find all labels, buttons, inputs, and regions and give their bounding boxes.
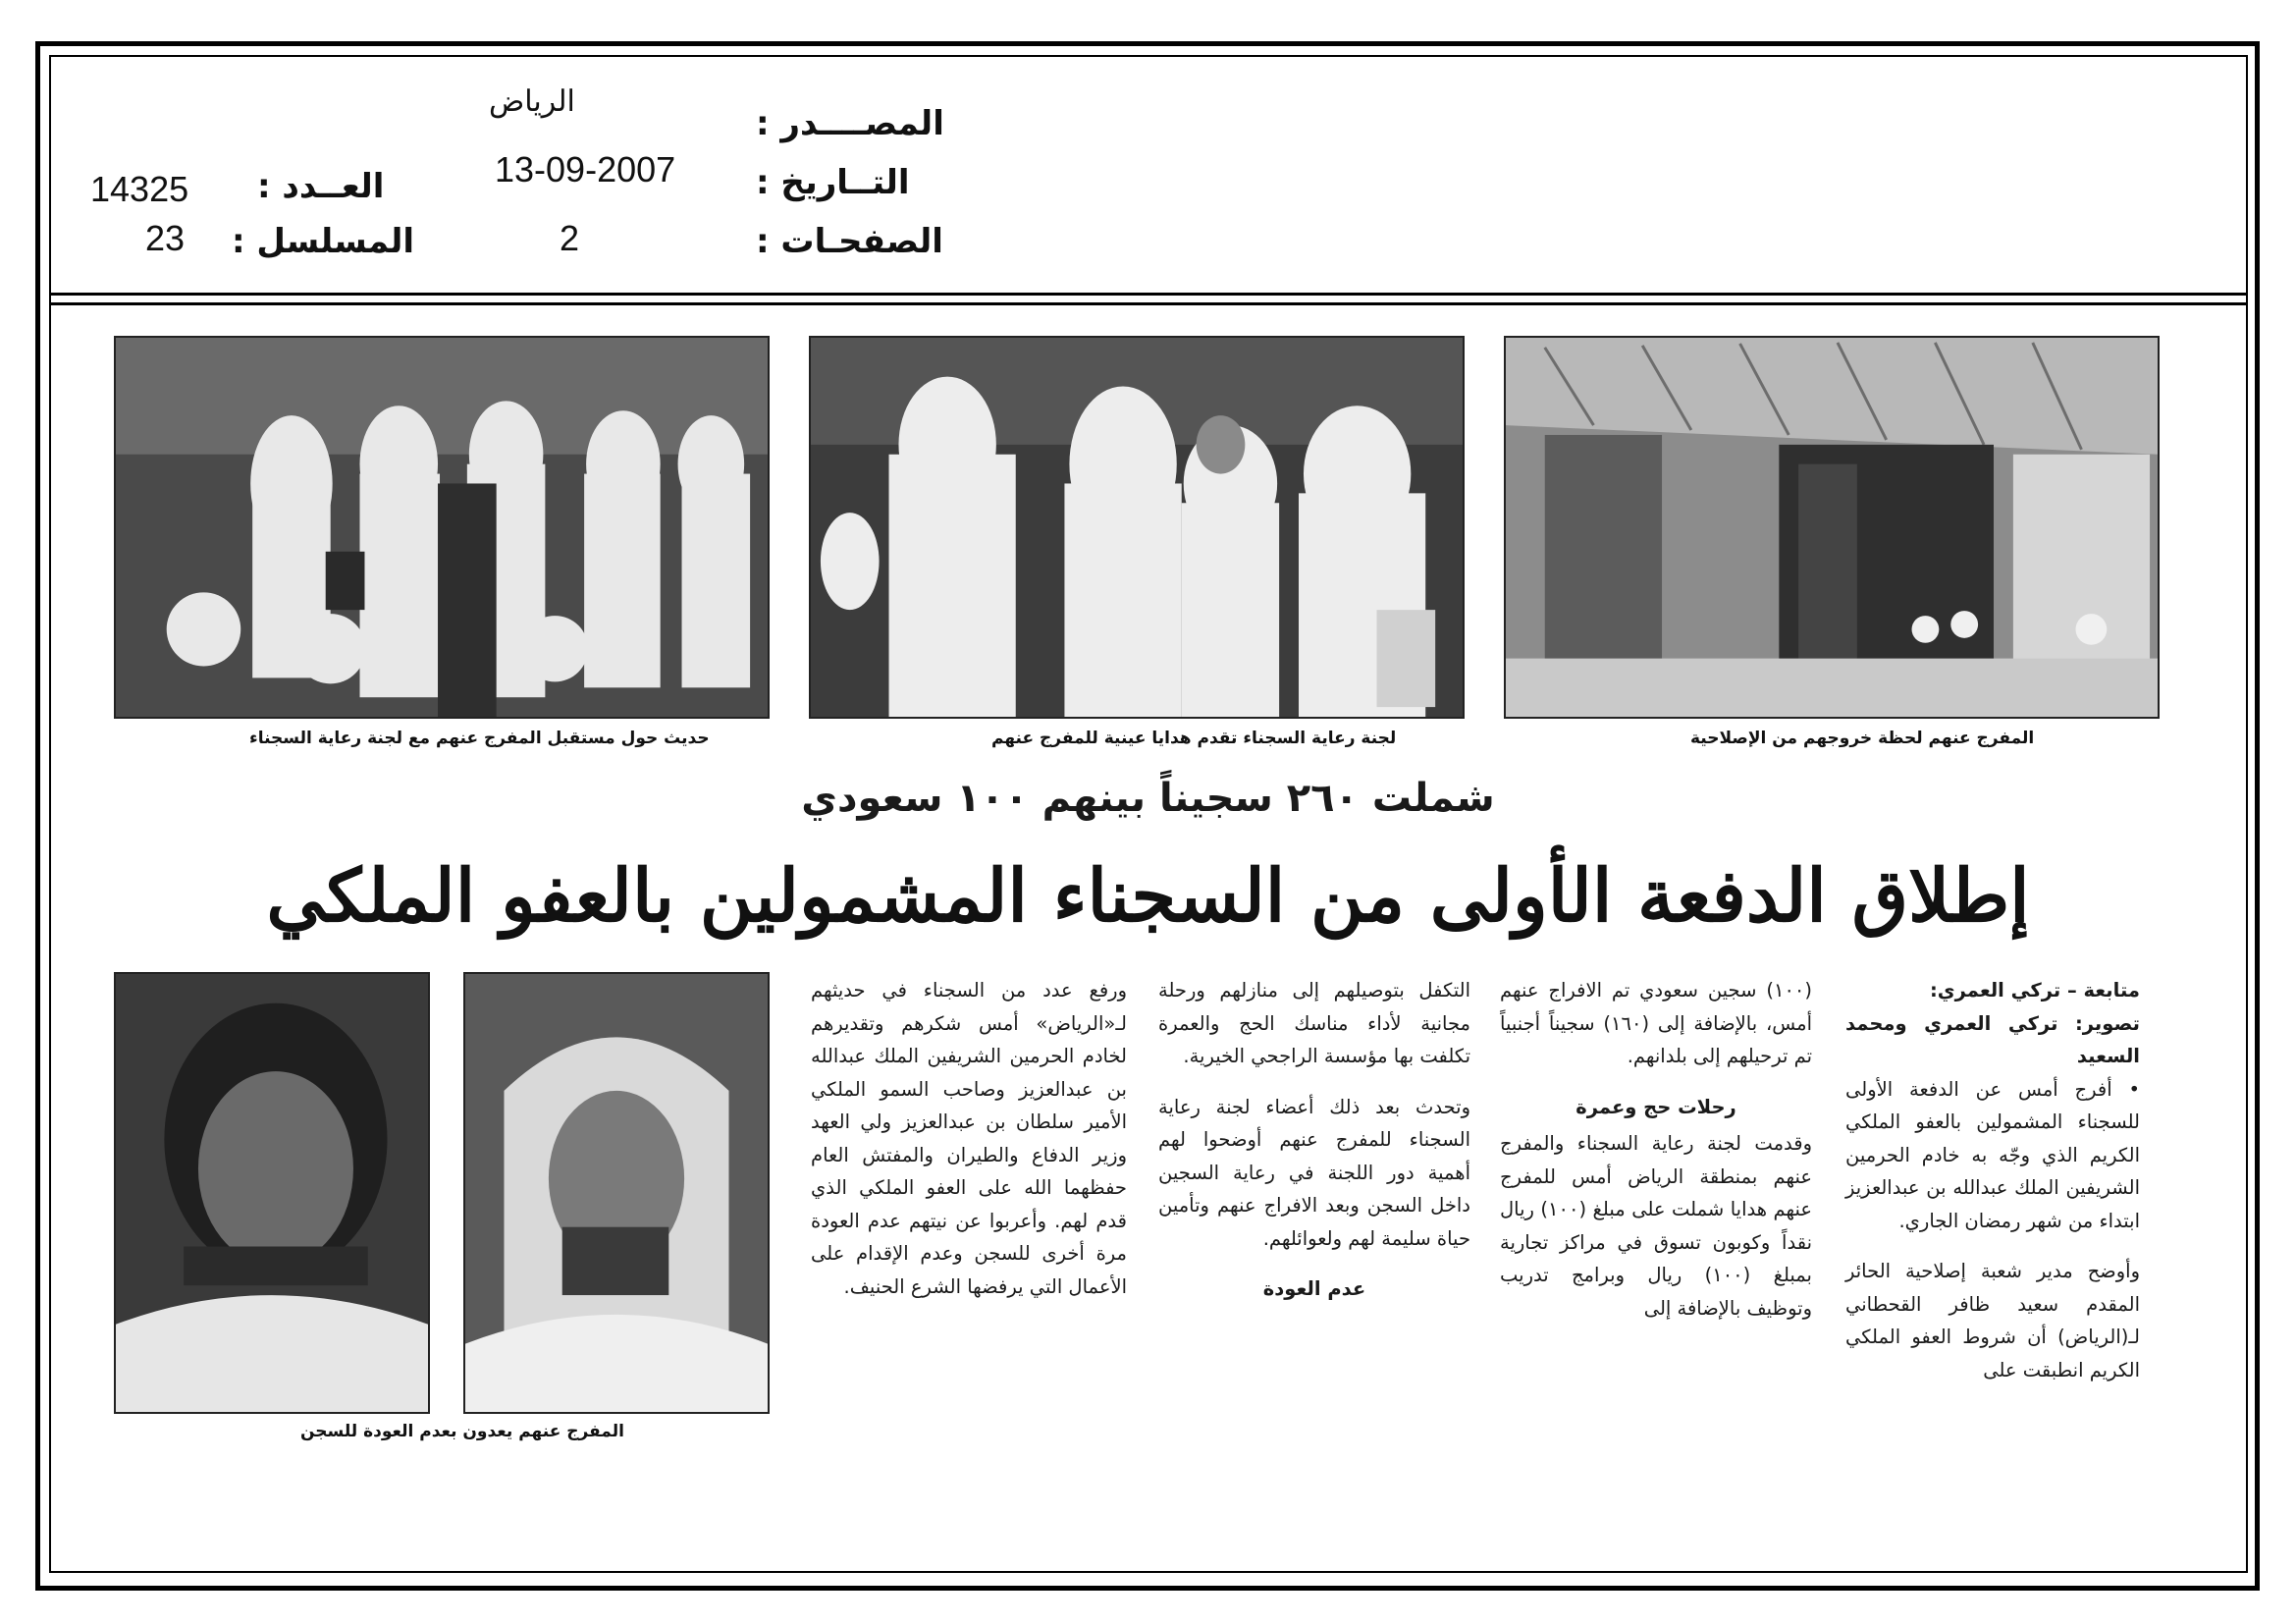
caption-committee-discussion: حديث حول مستقبل المفرج عنهم مع لجنة رعاية السجناء [249, 729, 710, 748]
section-heading-no-return: عدم العودة [1262, 1277, 1366, 1300]
article-subheadline: شملت ٢٦٠ سجيناً بينهم ١٠٠ سعودي [801, 776, 1495, 821]
date-label: التــاريخ : [756, 163, 910, 202]
photo-released-man-1-image [116, 974, 428, 1412]
article-column-2 [1500, 974, 1812, 1342]
section-heading-hajj-umrah: رحلات حج وعمرة [1575, 1095, 1736, 1118]
source-value: الرياض [489, 85, 575, 118]
serial-value: 23 [145, 218, 186, 258]
article-byline-photographer: تصوير: تركي العمري ومحمد السعيد [1845, 1011, 2140, 1067]
photo-gifts-to-released [809, 336, 1465, 719]
caption-leaving-prison: المفرج عنهم لحظة خروجهم من الإصلاحية [1690, 729, 2035, 748]
photo-leaving-prison [1504, 336, 2160, 719]
issue-value: 14325 [90, 169, 189, 209]
photo-released-man-2-image [465, 974, 768, 1412]
article-paragraph: ورفع عدد من السجناء في حديثهم لـ«الرياض» أمس شكرهم وتقديرهم لخادم الحرمين الشريفين الملك عبدالله بن عبدالعزيز وصاحب السمو الملكي الأمير سلطان بن عبدالعزيز ولي العهد وزير الدفاع والطيران والمفتش العام حفظهما الله على العفو الملكي الذي قدم لهم. وأعربوا عن نيتهم عدم العودة مرة أخرى للسجن وعدم الإقدام على الأعمال التي يرفضها الشرع الحنيف. [811, 979, 1127, 1298]
article-paragraph: وتحدث بعد ذلك أعضاء لجنة رعاية السجناء للمفرج عنهم أوضحوا لهم أهمية دور اللجنة في رعاية السجين داخل السجن وبعد الافراج عنهم وتأمين حياة سليمة لهم ولعوائلهم. [1158, 1095, 1470, 1250]
serial-label: المسلسل : [232, 222, 415, 261]
article-paragraph: (١٠٠) سجين سعودي تم الافراج عنهم أمس، بالإضافة إلى (١٦٠) سجيناً أجنبياً تم ترحيلهم إلى بلدانهم. [1500, 979, 1812, 1067]
issue-label: العــدد : [257, 167, 385, 206]
article-column-1 [1845, 974, 2140, 1404]
article-paragraph: • أفرج أمس عن الدفعة الأولى للسجناء المشمولين بالعفو الملكي الكريم الذي وجّه به خادم الحرمين الشريفين الملك عبدالله بن عبدالعزيز ابتداء من شهر رمضان الجاري. [1845, 1077, 2140, 1232]
article-headline: إطلاق الدفعة الأولى من السجناء المشمولين بالعفو الملكي [266, 854, 2030, 939]
article-column-3 [1158, 974, 1470, 1310]
article-paragraph: التكفل بتوصيلهم إلى منازلهم ورحلة مجانية لأداء مناسك الحج والعمرة تكلفت بها مؤسسة الراجحي الخيرية. [1158, 979, 1470, 1067]
article-paragraph: وقدمت لجنة رعاية السجناء والمفرج عنهم بمنطقة الرياض أمس للمفرج عنهم هدايا شملت على مبلغ (١٠٠) ريال نقداً وكوبون تسوق في مراكز تجارية بمبلغ (١٠٠) ريال وبرامج تدريب وتوظيف بالإضافة إلى [1500, 1132, 1812, 1320]
photo-gifts-to-released-image [811, 338, 1463, 717]
header-divider-top [49, 293, 2248, 296]
article-paragraph: وأوضح مدير شعبة إصلاحية الحائر المقدم سعيد ظافر القحطاني لـ(الرياض) أن شروط العفو الملكي الكريم انطبقت على [1845, 1260, 2140, 1381]
article-byline-writer: متابعة – تركي العمري: [1929, 979, 2140, 1001]
header-divider-bottom [49, 302, 2248, 305]
photo-leaving-prison-image [1506, 338, 2158, 717]
caption-released-men: المفرج عنهم يعدون بعدم العودة للسجن [300, 1422, 624, 1441]
pages-label: الصفحـات : [756, 222, 943, 261]
article-column-4 [811, 974, 1127, 1321]
photo-committee-discussion [114, 336, 770, 719]
date-value: 13-09-2007 [495, 149, 676, 189]
pages-value: 2 [560, 218, 580, 258]
source-label: المصــــدر : [756, 104, 944, 143]
photo-committee-discussion-image [116, 338, 768, 717]
caption-gifts-to-released: لجنة رعاية السجناء تقدم هدايا عينية للمفرج عنهم [991, 729, 1397, 748]
photo-released-man-1 [114, 972, 430, 1414]
photo-released-man-2 [463, 972, 770, 1414]
